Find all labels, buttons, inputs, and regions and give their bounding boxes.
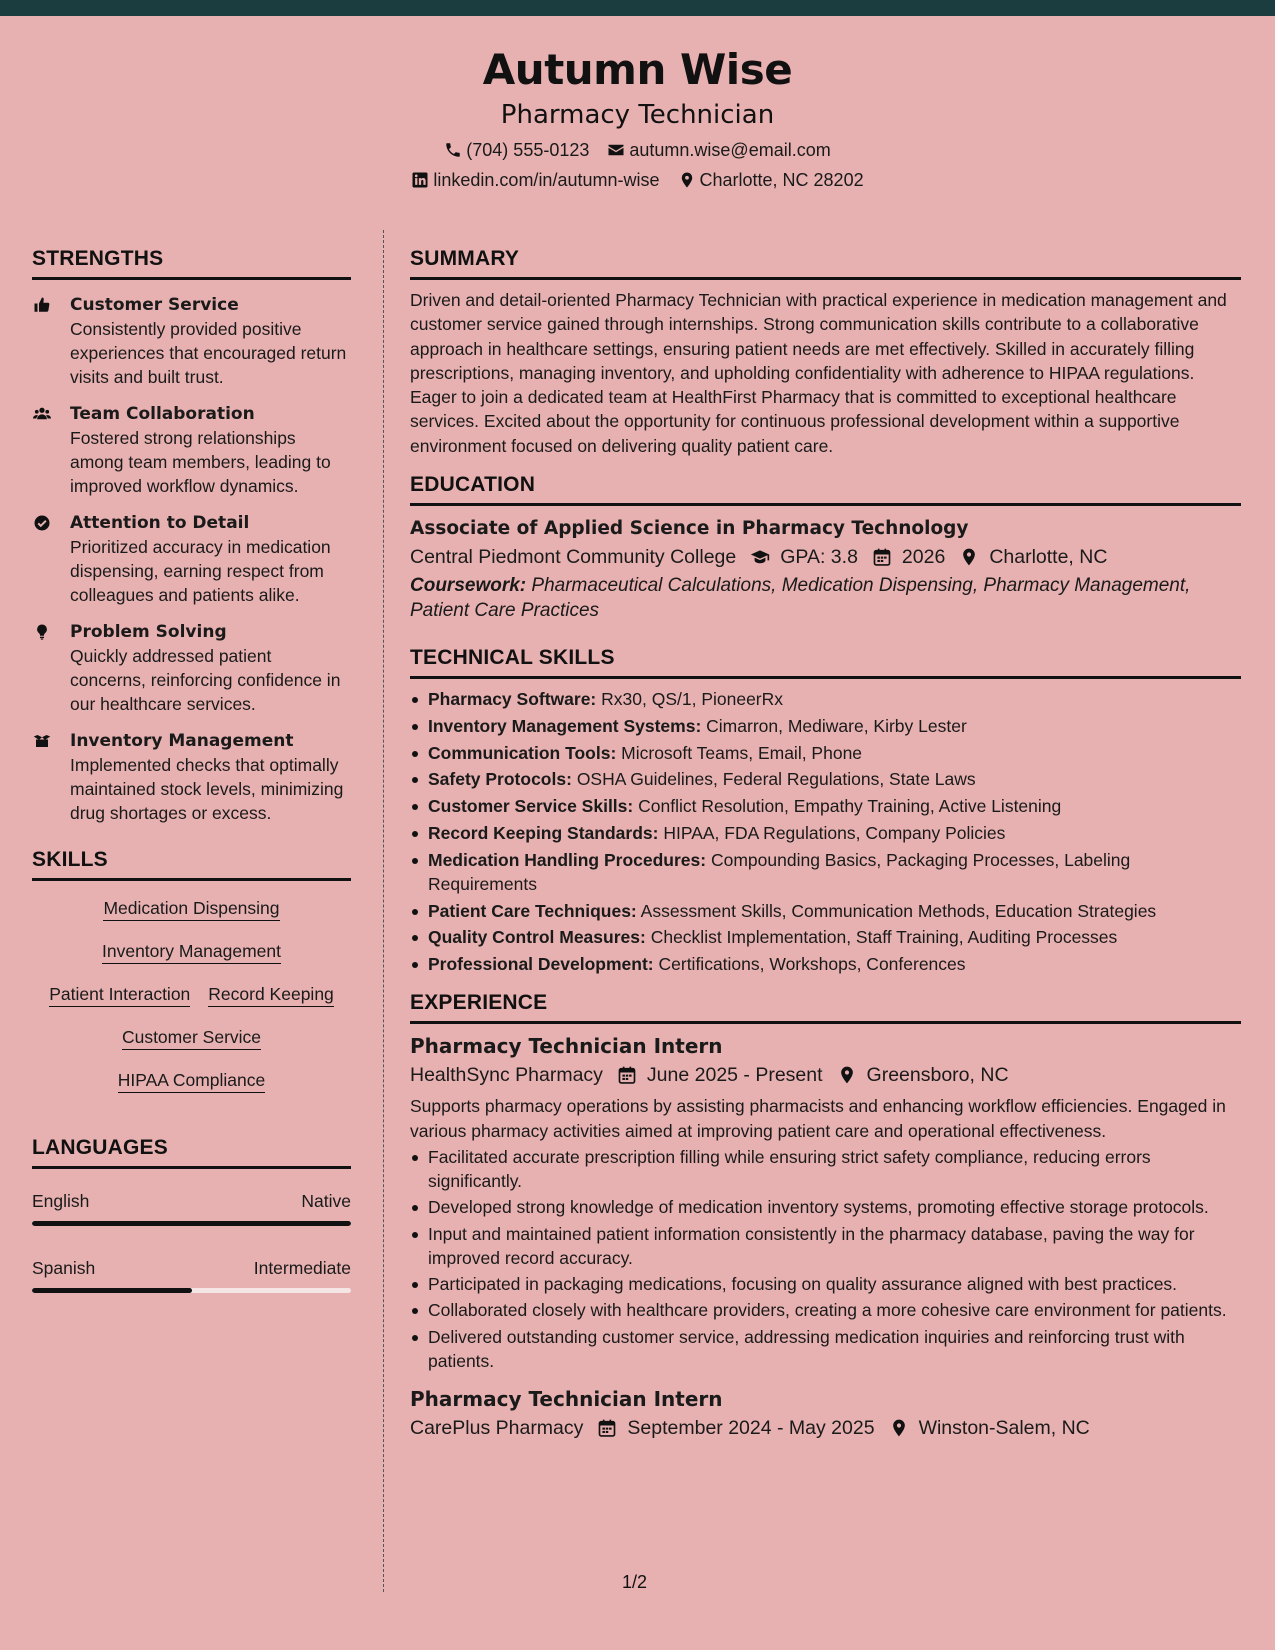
coursework-text: Pharmaceutical Calculations, Medication Dispensing, Pharmacy Management, Patient Care Practices: [410, 575, 1191, 621]
job-location: Greensboro, NC: [866, 1064, 1009, 1087]
language-bar-fill: [32, 1288, 192, 1293]
skill-value: Assessment Skills, Communication Methods, Education Strategies: [640, 900, 1157, 921]
job-meta: [410, 1060, 1241, 1090]
list-item: [410, 794, 1241, 818]
strengths-list: [32, 293, 351, 825]
skill-label: Patient Care Techniques:: [428, 900, 637, 921]
graduation-year: 2026: [901, 546, 946, 569]
technical-skills-heading: TECHNICAL SKILLS: [410, 645, 1241, 679]
phone-icon: [444, 141, 462, 159]
strengths-heading: STRENGTHS: [32, 246, 351, 280]
skill-tag: Customer Service: [122, 1026, 261, 1050]
map-pin-icon: [678, 171, 696, 189]
list-item: [410, 848, 1241, 896]
skill-label: Customer Service Skills:: [428, 796, 634, 817]
job-meta: [410, 1413, 1241, 1443]
graduation-cap-icon: [750, 547, 770, 567]
check-circle-icon: [32, 514, 52, 532]
school-name: Central Piedmont Community College: [410, 546, 737, 569]
skills-heading: SKILLS: [32, 847, 351, 881]
skill-tag: Medication Dispensing: [103, 897, 279, 921]
list-item: Participated in packaging medications, focusing on quality assurance aligned with best practices.: [410, 1272, 1241, 1296]
skill-tag: Inventory Management: [102, 940, 281, 964]
list-item: [410, 741, 1241, 765]
linkedin-text: linkedin.com/in/autumn-wise: [433, 170, 660, 190]
strength-title: Attention to Detail: [70, 513, 250, 533]
left-column: [32, 246, 351, 1293]
skill-label: Safety Protocols:: [428, 769, 572, 790]
skill-tag: Patient Interaction: [49, 983, 190, 1007]
skill-value: OSHA Guidelines, Federal Regulations, State Laws: [576, 769, 976, 790]
skill-tag: Record Keeping: [208, 983, 334, 1007]
strength-item: [32, 729, 351, 825]
top-accent-bar: [0, 0, 1275, 16]
location-contact: [678, 168, 864, 192]
box-open-icon: [32, 732, 52, 750]
gpa-text: GPA: 3.8: [780, 546, 858, 569]
strength-item: [32, 293, 351, 389]
email-text: autumn.wise@email.com: [629, 140, 831, 160]
strength-desc: Quickly addressed patient concerns, reinforcing confidence in our healthcare services.: [70, 646, 341, 714]
job-title: Pharmacy Technician Intern: [410, 1034, 723, 1059]
education-meta: [410, 542, 1241, 572]
skill-label: Inventory Management Systems:: [428, 715, 702, 736]
strength-desc: Implemented checks that optimally maintained stock levels, minimizing drug shortages or excess.: [70, 755, 344, 823]
strength-title: Customer Service: [70, 295, 239, 315]
skill-value: Microsoft Teams, Email, Phone: [621, 742, 863, 763]
calendar-icon: [617, 1065, 637, 1085]
language-level: Native: [301, 1191, 351, 1211]
map-pin-icon: [959, 547, 979, 567]
language-bar: [32, 1288, 351, 1293]
location-text: Charlotte, NC 28202: [699, 170, 864, 190]
list-item: Collaborated closely with healthcare providers, creating a more cohesive care environment for patients.: [410, 1298, 1241, 1322]
job-dates: September 2024 - May 2025: [627, 1416, 875, 1439]
strength-item: [32, 402, 351, 498]
column-divider: [383, 230, 384, 1592]
list-item: [410, 687, 1241, 711]
company-name: HealthSync Pharmacy: [410, 1064, 603, 1087]
language-bar-fill: [32, 1221, 351, 1226]
users-icon: [32, 405, 52, 423]
job-bullets: [410, 1145, 1241, 1373]
degree-title: Associate of Applied Science in Pharmacy Technology: [410, 518, 969, 540]
coursework-label: Coursework:: [410, 575, 527, 597]
skill-value: Rx30, QS/1, PioneerRx: [601, 689, 784, 710]
page-number: 1/2: [622, 1572, 648, 1592]
strength-title: Inventory Management: [70, 731, 294, 751]
list-item: Input and maintained patient information consistently in the pharmacy database, paving the way for improved record accuracy.: [410, 1222, 1241, 1270]
job-title: Pharmacy Technician Intern: [410, 1386, 723, 1411]
list-item: Delivered outstanding customer service, addressing medication inquiries and reinforcing trust with patients.: [410, 1325, 1241, 1373]
contact-row-1: [0, 138, 1275, 162]
candidate-name: Autumn Wise: [482, 45, 793, 94]
list-item: Facilitated accurate prescription filling while ensuring strict safety compliance, reducing errors significantly.: [410, 1145, 1241, 1193]
list-item: Developed strong knowledge of medication inventory systems, promoting effective storage protocols.: [410, 1195, 1241, 1219]
language-item: [32, 1189, 351, 1226]
map-pin-icon: [837, 1065, 857, 1085]
experience-heading: EXPERIENCE: [410, 990, 1241, 1024]
summary-text: Driven and detail-oriented Pharmacy Technician with practical experience in medication management and customer service gained through internships. Strong communication skills contribute to a collaborative approach in healthcare settings, ensuring patient needs are met effectively. Skilled in accurately filling prescriptions, managing inventory, and upholding confidentiality with adherence to HIPAA regulations. Eager to join a dedicated team at HealthFirst Pharmacy that is committed to exceptional healthcare services. Excited about the opportunity for continuous professional development within a supportive environment focused on delivering quality patient care.: [410, 290, 1227, 456]
skill-label: Record Keeping Standards:: [428, 823, 659, 844]
coursework: [410, 574, 1241, 623]
language-bar: [32, 1221, 351, 1226]
list-item: [410, 767, 1241, 791]
list-item: [410, 714, 1241, 738]
language-name: Spanish: [32, 1258, 96, 1278]
skill-tag: HIPAA Compliance: [118, 1069, 266, 1093]
list-item: [410, 821, 1241, 845]
skill-label: Professional Development:: [428, 954, 654, 975]
contact-row-2: [0, 168, 1275, 192]
right-column: [410, 246, 1241, 1443]
list-item: [410, 952, 1241, 976]
phone-contact: [444, 138, 589, 162]
skill-value: Cimarron, Mediware, Kirby Lester: [706, 715, 967, 736]
job-location: Winston-Salem, NC: [918, 1416, 1090, 1439]
skill-value: Checklist Implementation, Staff Training, Auditing Processes: [650, 927, 1118, 948]
language-item: [32, 1256, 351, 1293]
languages-heading: LANGUAGES: [32, 1135, 351, 1169]
skill-label: Medication Handling Procedures:: [428, 849, 707, 870]
skill-value: HIPAA, FDA Regulations, Company Policies: [663, 823, 1006, 844]
map-pin-icon: [889, 1418, 909, 1438]
school-location: Charlotte, NC: [989, 546, 1108, 569]
job-description: Supports pharmacy operations by assisting pharmacists and enhancing workflow efficiencies. Engaged in various pharmacy activities aimed at improving patient care and operational effectiveness.: [410, 1096, 1226, 1141]
strength-title: Team Collaboration: [70, 404, 255, 424]
lightbulb-icon: [32, 623, 52, 641]
strength-desc: Fostered strong relationships among team members, leading to improved workflow dynamics.: [70, 428, 331, 496]
candidate-title: Pharmacy Technician: [500, 100, 775, 130]
skill-label: Pharmacy Software:: [428, 689, 597, 710]
skill-label: Communication Tools:: [428, 742, 617, 763]
summary-heading: SUMMARY: [410, 246, 1241, 280]
phone-text: (704) 555-0123: [466, 140, 590, 160]
strength-desc: Prioritized accuracy in medication dispensing, earning respect from colleagues and patients alike.: [70, 537, 331, 605]
linkedin-icon: [411, 171, 429, 189]
language-level: Intermediate: [253, 1258, 351, 1278]
list-item: [410, 925, 1241, 949]
strength-item: [32, 511, 351, 607]
skill-value: Certifications, Workshops, Conferences: [658, 954, 966, 975]
strength-title: Problem Solving: [70, 622, 227, 642]
resume-header: [0, 16, 1275, 204]
strength-desc: Consistently provided positive experiences that encouraged return visits and built trust.: [70, 319, 347, 387]
skills-tags: [32, 897, 351, 1093]
education-heading: EDUCATION: [410, 472, 1241, 506]
calendar-icon: [597, 1418, 617, 1438]
calendar-icon: [872, 547, 892, 567]
email-contact[interactable]: [607, 138, 830, 162]
envelope-icon: [607, 141, 625, 159]
skill-value: Compounding Basics, Packaging Processes, Labeling Requirements: [428, 849, 1131, 894]
job-dates: June 2025 - Present: [646, 1064, 823, 1087]
skill-label: Quality Control Measures:: [428, 927, 646, 948]
technical-skills-list: [410, 687, 1241, 976]
company-name: CarePlus Pharmacy: [410, 1416, 584, 1439]
list-item: [410, 899, 1241, 923]
language-name: English: [32, 1191, 90, 1211]
skill-value: Conflict Resolution, Empathy Training, Active Listening: [638, 796, 1062, 817]
linkedin-contact[interactable]: [411, 168, 659, 192]
thumbs-up-icon: [32, 296, 52, 314]
strength-item: [32, 620, 351, 716]
